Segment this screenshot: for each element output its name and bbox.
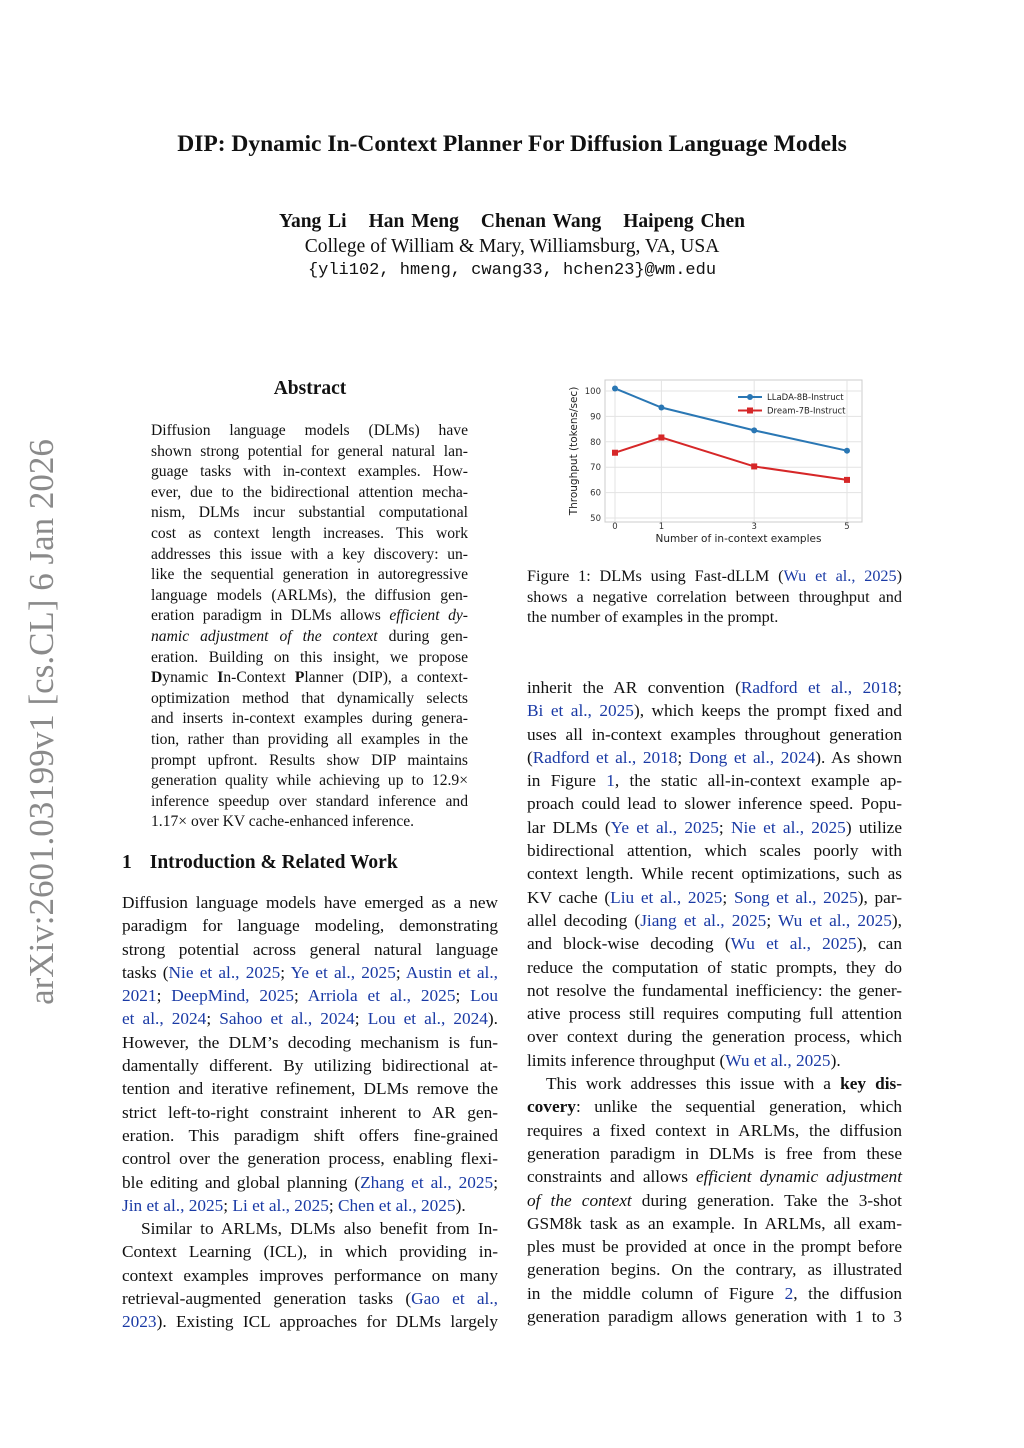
text-line: paradigm for language modeling, demonstrating — [122, 916, 498, 936]
text-line: addresses this issue with a key discovery: un- — [151, 545, 468, 563]
text-line: Diffusion language models have emerged as a new — [122, 893, 498, 912]
left-column-body — [122, 891, 498, 1334]
text-line: over context during the generation process, which — [527, 1027, 902, 1047]
author: Yang Li — [279, 211, 347, 232]
text-line: tention and iterative refinement, DLMs remove the — [122, 1079, 498, 1099]
citation-link[interactable]: 1 — [606, 771, 615, 791]
data-point — [844, 477, 850, 483]
text-line: eration paradigm in DLMs allows efficient dy- — [151, 607, 468, 625]
author-list — [0, 211, 1024, 233]
text-line: ble editing and global planning (Zhang et al., 2025; — [122, 1172, 498, 1192]
paragraph — [151, 421, 468, 833]
data-point — [612, 385, 618, 391]
affiliation: College of William & Mary, Williamsburg, VA, USA — [304, 236, 720, 257]
text-line: Figure 1: DLMs using Fast-dLLM (Wu et al., 2025) — [527, 567, 903, 585]
text-line: 2021; DeepMind, 2025; Arriola et al., 2025; Lou — [122, 986, 499, 1006]
arxiv-stamp: arXiv:2601.03199v1 [cs.CL] 6 Jan 2026 — [22, 439, 61, 1005]
y-tick-label: 70 — [590, 463, 601, 474]
text-line: Jin et al., 2025; Li et al., 2025; Chen et al., 2025). — [122, 1195, 466, 1215]
text-line: 1.17× over KV cache-enhanced inference. — [151, 813, 415, 831]
text-line: damentally different. By utilizing bidirectional at- — [122, 1056, 498, 1076]
text-line: ever, due to the bidirectional attention mecha- — [151, 483, 468, 501]
citation-link[interactable]: Wu et al., 2025 — [778, 910, 892, 930]
text-line: context examples improves performance on many — [122, 1265, 498, 1285]
citation-link[interactable]: Jin et al., 2025 — [122, 1195, 224, 1215]
citation-link[interactable]: Bi et al., 2025 — [527, 701, 634, 721]
y-axis-label: Throughput (tokens/sec) — [568, 386, 580, 516]
text-line: generation quality while achieving up to 12.9× — [151, 772, 468, 790]
text-line: However, the DLM’s decoding mechanism is fun- — [122, 1032, 498, 1052]
text-line: proach could lead to slower inference speed. Popu- — [527, 794, 902, 814]
citation-link[interactable]: Nie et al., 2025 — [730, 817, 846, 837]
bold-text: I — [217, 669, 224, 687]
x-tick-label: 0 — [612, 522, 618, 532]
legend-label: Dream-7B-Instruct — [767, 406, 846, 417]
text-line: KV cache (Liu et al., 2025; Song et al., 2025), par- — [527, 887, 903, 907]
text-line: generation begins. On the contrary, as illustrated — [527, 1260, 902, 1280]
citation-link[interactable]: 2021 — [122, 986, 157, 1006]
citation-link[interactable]: Wu et al., 2025 — [783, 567, 897, 585]
paragraph — [527, 566, 902, 628]
text-line: covery: unlike the sequential generation, which — [527, 1097, 902, 1117]
citation-link[interactable]: Zhang et al., 2025 — [360, 1172, 494, 1192]
citation-link[interactable]: Austin et al., — [405, 962, 498, 982]
text-line: requires a fixed context in ARLMs, the diffusion — [527, 1120, 902, 1140]
text-line: guage tasks with in-context examples. How- — [151, 463, 468, 481]
text-line: eration. Building on this insight, we propose — [151, 648, 468, 666]
citation-link[interactable]: Jiang et al., 2025 — [640, 910, 767, 930]
section-heading — [122, 852, 398, 874]
author-emails: {yli102, hmeng, cwang33, hchen23}@wm.edu — [307, 261, 717, 280]
x-tick-label: 3 — [751, 522, 757, 532]
text-line: ative process still requires computing full attention — [527, 1004, 902, 1024]
legend-label: LLaDA-8B-Instruct — [767, 393, 844, 403]
citation-link[interactable]: Gao et al., — [411, 1289, 498, 1309]
text-line: lar DLMs (Ye et al., 2025; Nie et al., 2025) utilize — [527, 817, 903, 837]
text-line: inference speedup over standard inference and — [151, 792, 468, 810]
data-point — [844, 448, 850, 454]
citation-link[interactable]: Song et al., 2025 — [733, 887, 858, 907]
citation-link[interactable]: Arriola et al., 2025 — [307, 986, 456, 1006]
text-line: reduce the computation of static prompts, they do — [527, 957, 902, 977]
data-point — [658, 405, 664, 411]
text-line: control over the generation process, enabling flexi- — [122, 1149, 498, 1169]
text-line: in Figure 1, the static all-in-context example ap- — [527, 771, 903, 791]
bold-text: covery — [527, 1097, 576, 1117]
data-point — [751, 463, 757, 469]
text-line: inherit the AR convention (Radford et al., 2018; — [527, 678, 902, 697]
citation-link[interactable]: Radford et al., 2018 — [532, 747, 678, 767]
text-line: strict left-to-right constraint inherent to AR gen- — [122, 1102, 498, 1122]
text-line: shown strong potential for general natural lan- — [151, 442, 468, 460]
data-point — [612, 450, 618, 456]
text-line: shows a negative correlation between throughput and — [527, 587, 902, 606]
text-line: retrieval-augmented generation tasks (Gao et al., — [122, 1289, 498, 1309]
x-tick-label: 5 — [844, 522, 850, 532]
text-line: et al., 2024; Sahoo et al., 2024; Lou et al., 2024). — [122, 1009, 498, 1029]
text-line: Context Learning (ICL), in which providing in- — [122, 1242, 498, 1262]
text-line: constraints and allows efficient dynamic adjustment — [527, 1167, 902, 1187]
y-tick-label: 100 — [584, 387, 601, 397]
section-title: Introduction & Related Work — [149, 852, 398, 873]
author: Chenan Wang — [480, 211, 602, 232]
text-line: (Radford et al., 2018; Dong et al., 2024). As shown — [527, 747, 902, 767]
italic-text: namic adjustment of the context — [151, 627, 378, 645]
figure-1-chart — [560, 375, 870, 550]
text-line: This work addresses this issue with a key dis- — [546, 1074, 902, 1094]
citation-link[interactable]: Lou et al., 2024 — [367, 1009, 488, 1029]
text-line: of the context during generation. Take the 3-shot — [527, 1190, 902, 1210]
text-line: not resolve the fundamental inefficiency: the gener- — [527, 980, 902, 1000]
text-line: eration. This paradigm shift offers fine-grained — [122, 1125, 498, 1145]
y-tick-label: 90 — [590, 412, 601, 423]
italic-text: efficient dy- — [389, 607, 468, 625]
figure-1-caption — [527, 566, 902, 628]
citation-link[interactable]: Ye et al., 2025 — [610, 817, 719, 837]
citation-link[interactable]: 2 — [784, 1283, 794, 1303]
legend-marker — [747, 394, 753, 400]
text-line: generation paradigm allows generation with 1 to 3 — [527, 1307, 902, 1327]
citation-link[interactable]: Radford et al., 2018 — [740, 678, 898, 697]
text-line: Dynamic In-Context Planner (DIP), a context- — [151, 669, 468, 687]
citation-link[interactable]: Liu et al., 2025 — [610, 887, 723, 907]
abstract-text — [151, 421, 468, 833]
text-line: namic adjustment of the context during gen- — [151, 627, 469, 645]
x-tick-label: 1 — [658, 522, 665, 532]
text-line: generation paradigm in DLMs is free from these — [527, 1143, 902, 1163]
author: Haipeng Chen — [623, 211, 745, 232]
text-line: 2023). Existing ICL approaches for DLMs largely — [122, 1312, 498, 1332]
text-line: ples must be provided at once in the prompt before — [527, 1237, 902, 1257]
author: Han Meng — [368, 211, 459, 232]
paragraph — [527, 676, 902, 1072]
text-line: allel decoding (Jiang et al., 2025; Wu et al., 2025), — [527, 910, 902, 930]
data-point — [751, 427, 757, 433]
text-line: context length. While recent optimizations, such as — [527, 864, 902, 884]
text-line: Bi et al., 2025), which keeps the prompt fixed and — [527, 701, 902, 721]
paragraph — [122, 1217, 498, 1333]
citation-link[interactable]: Nie et al., 2025 — [168, 962, 281, 982]
abstract-heading: Abstract — [273, 378, 347, 399]
y-tick-label: 80 — [590, 437, 601, 448]
citation-link[interactable]: Sahoo et al., 2024 — [219, 1009, 355, 1029]
text-line: strong potential across general natural language — [122, 939, 498, 959]
text-line: and inserts in-context examples during genera- — [151, 710, 468, 728]
italic-text: of the context — [527, 1190, 632, 1210]
bold-text: key dis- — [840, 1074, 902, 1094]
citation-link[interactable]: Ye et al., 2025 — [290, 962, 396, 982]
x-axis-label: Number of in-context examples — [655, 533, 822, 545]
right-column-body — [527, 676, 902, 1328]
text-line: language models (ARLMs), the diffusion gen- — [151, 586, 468, 604]
text-line: tion, rather than providing all examples in the — [151, 730, 468, 748]
text-line: tasks (Nie et al., 2025; Ye et al., 2025; Austin et al., — [122, 962, 498, 982]
text-line: limits inference throughput (Wu et al., 2025). — [527, 1050, 841, 1070]
italic-text: efficient dynamic adjustment — [695, 1167, 902, 1187]
citation-link[interactable]: Dong et al., 2024 — [688, 747, 816, 767]
text-line: Diffusion language models (DLMs) have — [151, 422, 468, 439]
citation-link[interactable]: et al., 2024 — [122, 1009, 207, 1029]
text-line: optimization method that dynamically selects — [151, 689, 468, 707]
bold-text: P — [294, 669, 305, 687]
text-line: cost as context length increases. This work — [151, 524, 468, 542]
text-line: nism, DLMs incur substantial computational — [151, 504, 468, 522]
paragraph — [527, 1072, 902, 1328]
paper-title: DIP: Dynamic In-Context Planner For Diffusion Language Models — [177, 131, 847, 157]
text-line: the number of examples in the prompt. — [527, 608, 779, 627]
text-line: prompt upfront. Results show DIP maintains — [151, 751, 468, 769]
text-line: like the sequential generation in autoregressive — [151, 566, 468, 584]
paragraph — [122, 891, 498, 1217]
citation-link[interactable]: Wu et al., 2025 — [730, 934, 857, 954]
text-line: in the middle column of Figure 2, the diffusion — [527, 1283, 902, 1303]
y-tick-label: 60 — [590, 488, 601, 499]
citation-link[interactable]: Li et al., 2025 — [232, 1195, 329, 1215]
citation-link[interactable]: Wu et al., 2025 — [725, 1050, 831, 1070]
legend-marker — [747, 408, 753, 414]
section-number: 1 — [122, 852, 132, 873]
text-line: GSM8k task as an example. In ARLMs, all exam- — [527, 1213, 902, 1233]
citation-link[interactable]: Chen et al., 2025 — [338, 1195, 456, 1215]
text-line: and block-wise decoding (Wu et al., 2025), can — [527, 934, 902, 954]
citation-link[interactable]: 2023 — [122, 1312, 157, 1332]
text-line: bidirectional attention, which scales poorly with — [527, 841, 902, 861]
data-point — [658, 434, 664, 440]
text-line: Similar to ARLMs, DLMs also benefit from In- — [141, 1219, 498, 1239]
text-line: uses all in-context examples throughout generation — [527, 724, 902, 744]
y-tick-label: 50 — [590, 514, 601, 524]
citation-link[interactable]: Lou — [470, 986, 499, 1006]
bold-text: D — [151, 669, 163, 687]
citation-link[interactable]: DeepMind, 2025 — [171, 986, 294, 1006]
